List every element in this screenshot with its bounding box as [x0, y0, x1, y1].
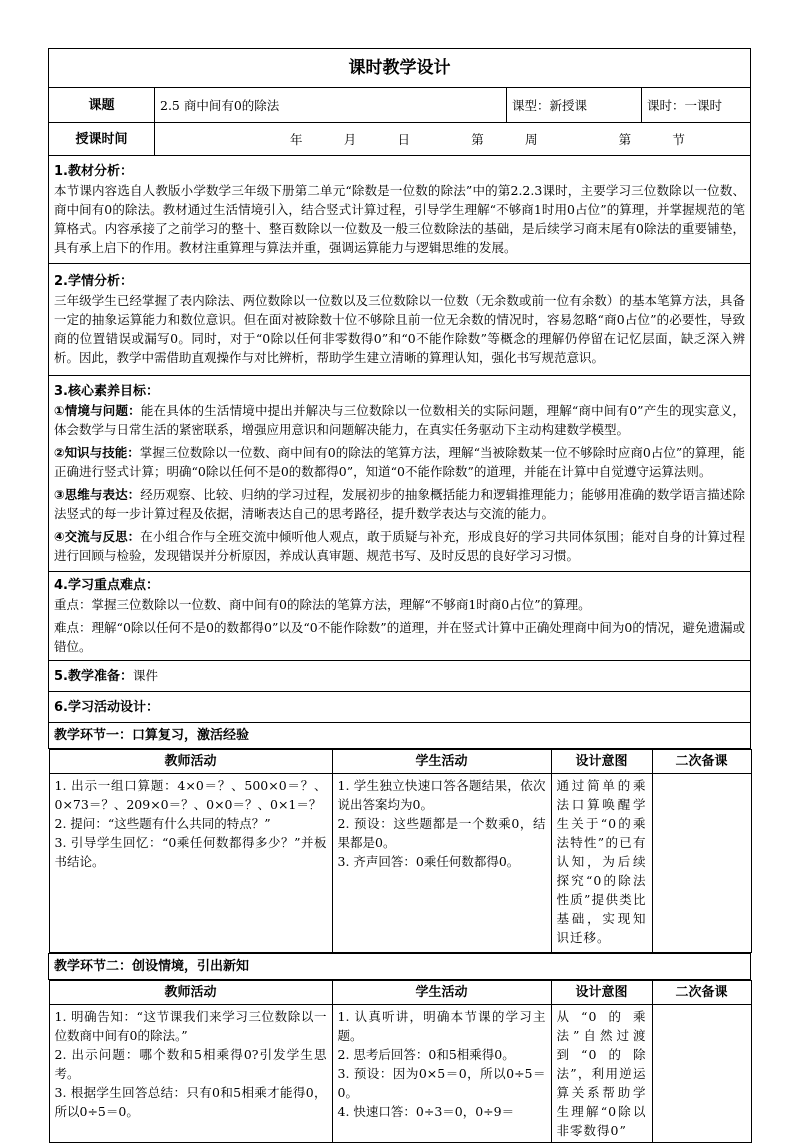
teacher-activity: 1. 出示一组口算题：4×0＝？、500×0＝？、0×73＝？、209×0＝？、0×0＝？、0×1＝？ 2. 提问：“这些题有什么共同的特点？” 3. 引导学生回忆：“0乘任何数都得多少？”并板书结论。: [49, 774, 332, 953]
design-intent: 从“0的乘法”自然过渡到“0的除法”，利用逆运算关系帮助学生理解“0除以非零数得0”: [551, 1005, 652, 1143]
second-prep: [652, 1005, 751, 1143]
col-header-student: 学生活动: [332, 981, 551, 1005]
goal-label: ③思维与表达：: [54, 487, 140, 502]
goal-item: [54, 485, 745, 523]
goal-label: ①情境与问题：: [54, 403, 141, 418]
section-title: 6.学习活动设计：: [54, 700, 159, 715]
time-label: 授课时间: [49, 123, 155, 156]
student-activity: 1. 学生独立快速口答各题结果，依次说出答案均为0。 2. 预设：这些题都是一个数乘0，结果都是0。 3. 齐声回答：0乘任何数都得0。: [332, 774, 551, 953]
section-title: 4.学习重点难点：: [54, 576, 745, 595]
col-header-second: 二次备课: [652, 981, 751, 1005]
goal-item: [54, 401, 745, 439]
goal-text: 在小组合作与全班交流中倾听他人观点，敢于质疑与补充，形成良好的学习共同体氛围；能对自身的计算过程进行回顾与检验，发现错误并分析原因，养成认真审题、规范书写、及时反思的良好学习习惯。: [54, 529, 745, 563]
difficult-point: 难点：理解“0除以任何不是0的数都得0”以及“0不能作除数”的道理，并在竖式计算中正确处理商中间为0的情况，避免遗漏或错位。: [54, 618, 745, 656]
section-title: 2.学情分析：: [54, 272, 745, 291]
second-prep: [652, 774, 751, 953]
time-year: 年: [290, 130, 303, 149]
goal-text: 能在具体的生活情境中提出并解决与三位数除以一位数相关的实际问题，理解“商中间有0”产生的现实意义，体会数学与日常生活的紧密联系，增强应用意识和问题解决能力，在真实任务驱动下主动构建数学模型。: [54, 403, 745, 437]
goal-text: 掌握三位数除以一位数、商中间有0的除法的笔算方法，理解“当被除数某一位不够除时应商0占位”的算理，能正确进行竖式计算；明确“0除以任何不是0的数都得0”，知道“0不能作除数”的道理，并能在计算中自觉遵守运算法则。: [54, 445, 745, 479]
time-day: 日: [397, 130, 410, 149]
topic-label: 课题: [49, 88, 155, 123]
section-activity-design: [49, 692, 751, 723]
student-activity: 1. 认真听讲，明确本节课的学习主题。 2. 思考后回答：0和5相乘得0。 3. 预设：因为0×5＝0，所以0÷5＝0。 4. 快速口答：0÷3＝0，0÷9＝: [332, 1005, 551, 1143]
time-period-prefix: 第: [619, 130, 632, 149]
section-key-difficult: [49, 572, 751, 661]
topic-value: 2.5 商中间有0的除法: [155, 88, 507, 123]
time-week: 周: [525, 130, 538, 149]
stage-table: [49, 980, 752, 1143]
time-value: [155, 123, 751, 156]
stage-table: [49, 749, 752, 953]
time-period: 节: [672, 130, 685, 149]
teacher-activity: 1. 明确告知：“这节课我们来学习三位数除以一位数商中间有0的除法。” 2. 出示问题：哪个数和5相乘得0?引发学生思考。 3. 根据学生回答总结：只有0和5相乘才能得0，所以0÷5＝0。: [49, 1005, 332, 1143]
col-header-teacher: 教师活动: [49, 750, 332, 774]
lesson-plan-table: [48, 48, 751, 1143]
lesson-type: 课型：新授课: [507, 88, 642, 123]
stage-table-wrap: [49, 749, 751, 954]
preparation-value: 课件: [133, 668, 158, 683]
col-header-teacher: 教师活动: [49, 981, 332, 1005]
goal-text: 经历观察、比较、归纳的学习过程，发展初步的抽象概括能力和逻辑推理能力；能够用准确的数学语言描述除法竖式的每一步计算过程及依据，清晰表达自己的思考路径，提升数学表达与交流的能力。: [54, 487, 745, 521]
goal-label: ④交流与反思：: [54, 529, 140, 544]
section-core-literacy: [49, 376, 751, 572]
stage-title: 教学环节二：创设情境，引出新知: [49, 954, 751, 980]
col-header-student: 学生活动: [332, 750, 551, 774]
stage-table-wrap: [49, 980, 751, 1143]
col-header-intent: 设计意图: [551, 981, 652, 1005]
section-title: 3.核心素养目标：: [54, 382, 745, 401]
goal-label: ②知识与技能：: [54, 445, 140, 460]
time-week-prefix: 第: [471, 130, 484, 149]
stage-title: 教学环节一：口算复习，激活经验: [49, 723, 751, 749]
section-title: 1.教材分析：: [54, 162, 745, 181]
page-title: 课时教学设计: [49, 49, 751, 88]
design-intent: 通过简单的乘法口算唤醒学生关于“0的乘法特性”的已有认知，为后续探究“0的除法性质”提供类比基础，实现知识迁移。: [551, 774, 652, 953]
time-month: 月: [344, 130, 357, 149]
section-textbook-analysis: [49, 156, 751, 264]
section-body: 本节课内容选自人教版小学数学三年级下册第二单元“除数是一位数的除法”中的第2.2.3课时，主要学习三位数除以一位数、商中间有0的除法。教材通过生活情境引入，结合竖式计算过程，引导学生理解“不够商1时用0占位”的算理，并掌握规范的笔算格式。内容承接了之前学习的整十、整百数除以一位数及一般三位数除法的基础，是后续学习商末尾有0除法的重要铺垫，具有承上启下的作用。教材注重算理与算法并重，强调运算能力与逻辑思维的发展。: [54, 181, 745, 257]
key-point: 重点：掌握三位数除以一位数、商中间有0的除法的笔算方法，理解“不够商1时商0占位”的算理。: [54, 595, 745, 614]
col-header-intent: 设计意图: [551, 750, 652, 774]
section-title: 5.教学准备：: [54, 669, 133, 684]
lesson-hours: 课时：一课时: [642, 88, 751, 123]
goal-item: [54, 527, 745, 565]
section-body: 三年级学生已经掌握了表内除法、两位数除以一位数以及三位数除以一位数（无余数或前一位有余数）的基本笔算方法，具备一定的抽象运算能力和数位意识。但在面对被除数十位不够除且前一位无余数的情况时，容易忽略“商0占位”的必要性，导致商的位置错误或漏写0。同时，对于“0除以任何非零数得0”和“0不能作除数”等概念的理解仍停留在记忆层面，缺乏深入辨析。因此，教学中需借助直观操作与对比辨析，帮助学生建立清晰的算理认知，强化书写规范意识。: [54, 291, 745, 367]
lesson-plan-sheet: [48, 48, 750, 1143]
section-preparation: [49, 661, 751, 692]
goal-item: [54, 443, 745, 481]
col-header-second: 二次备课: [652, 750, 751, 774]
section-learner-analysis: [49, 264, 751, 376]
